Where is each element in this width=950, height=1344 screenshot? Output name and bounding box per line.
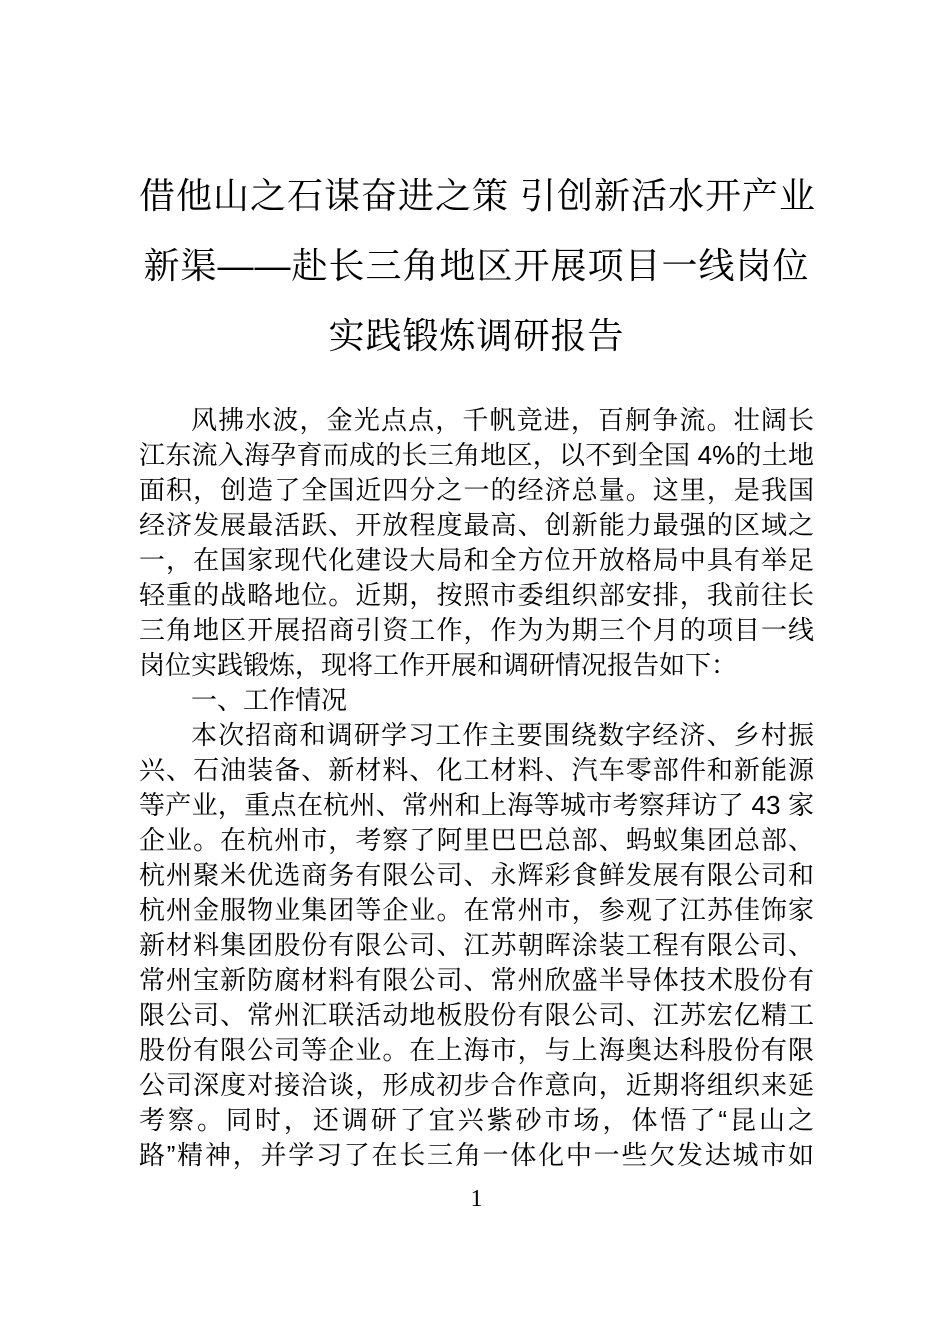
document-footer bbox=[139, 1187, 814, 1211]
title-line: 新渠——赴长三角地区开展项目一线岗位 bbox=[143, 245, 810, 286]
text-line: 面积，创造了全国近四分之一的经济总量。这里，是我国 bbox=[139, 475, 814, 505]
text-line: 江东流入海孕育而成的长三角地区，以不到全国 4%的土地 bbox=[139, 440, 814, 470]
text-line: 三角地区开展招商引资工作，作为为期三个月的项目一线 bbox=[139, 615, 814, 645]
text-line: 限公司、常州汇联活动地板股份有限公司、江苏宏亿精工 bbox=[139, 1000, 814, 1030]
page-number: 1 bbox=[470, 1186, 483, 1212]
text-line: 岗位实践锻炼，现将工作开展和调研情况报告如下： bbox=[139, 650, 738, 680]
text-line: 一，在国家现代化建设大局和全方位开放格局中具有举足 bbox=[139, 545, 814, 575]
title-line: 借他山之石谋奋进之策 引创新活水开产业 bbox=[139, 175, 817, 216]
text-line: 一、工作情况 bbox=[191, 685, 348, 715]
paragraph bbox=[139, 718, 814, 1173]
text-line: 轻重的战略地位。近期，按照市委组织部安排，我前往长 bbox=[139, 580, 814, 610]
text-line: 股份有限公司等企业。在上海市，与上海奥达科股份有限 bbox=[139, 1035, 814, 1065]
section-heading bbox=[139, 683, 814, 718]
text-line: 本次招商和调研学习工作主要围绕数字经济、乡村振 bbox=[191, 720, 814, 750]
document-title bbox=[139, 161, 817, 371]
title-line: 实践锻炼调研报告 bbox=[328, 315, 625, 356]
text-line: 杭州金服物业集团等企业。在常州市，参观了江苏佳饰家 bbox=[139, 895, 814, 925]
text-line: 企业。在杭州市，考察了阿里巴巴总部、蚂蚁集团总部、 bbox=[139, 825, 814, 855]
text-line: 考察。同时，还调研了宜兴紫砂市场，体悟了“昆山之 bbox=[139, 1105, 814, 1135]
text-line: 风拂水波，金光点点，千帆竞进，百舸争流。壮阔长 bbox=[191, 405, 814, 435]
text-line: 公司深度对接洽谈，形成初步合作意向，近期将组织来延 bbox=[139, 1070, 814, 1100]
paragraph bbox=[139, 403, 814, 683]
text-line: 经济发展最活跃、开放程度最高、创新能力最强的区域之 bbox=[139, 510, 814, 540]
text-line: 新材料集团股份有限公司、江苏朝晖涂装工程有限公司、 bbox=[139, 930, 814, 960]
text-line: 杭州聚米优选商务有限公司、永辉彩食鲜发展有限公司和 bbox=[139, 860, 814, 890]
text-line: 兴、石油装备、新材料、化工材料、汽车零部件和新能源 bbox=[139, 755, 814, 785]
text-line: 等产业，重点在杭州、常州和上海等城市考察拜访了 43 家 bbox=[139, 790, 814, 820]
text-line: 路”精神，并学习了在长三角一体化中一些欠发达城市如 bbox=[139, 1140, 814, 1170]
text-line: 常州宝新防腐材料有限公司、常州欣盛半导体技术股份有 bbox=[139, 965, 814, 995]
document-body bbox=[139, 403, 814, 1173]
